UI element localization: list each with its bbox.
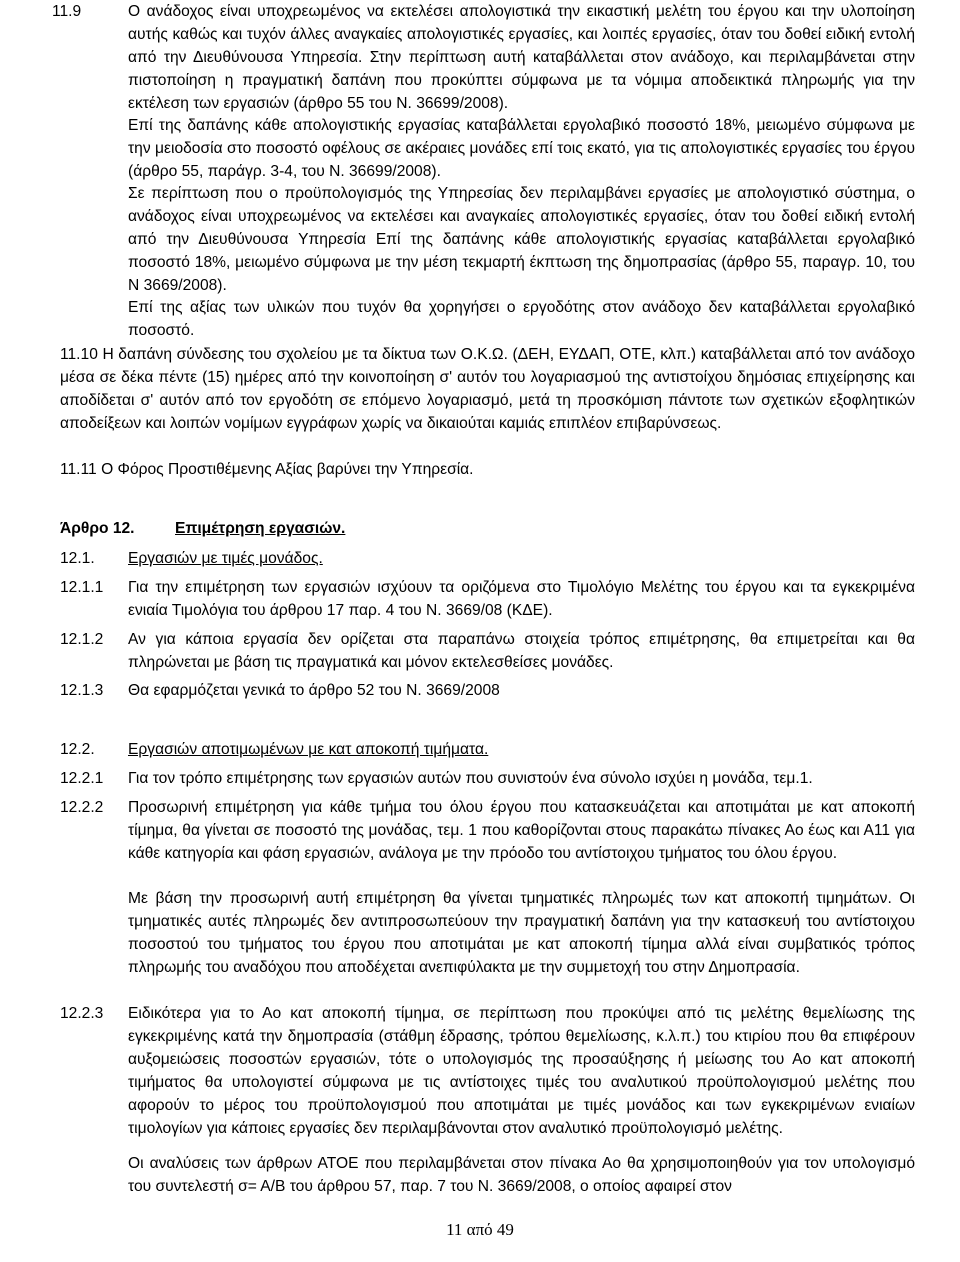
section-number: 12.1.3: [60, 682, 104, 699]
paragraph: Επί της δαπάνης κάθε απολογιστικής εργασίας καταβάλλεται εργολαβικό ποσοστό 18%, μειωμένο σύμφωνα με την μειοδοσία στο ποσοστό οφέλους σε ακέραιες μονάδες επί τοις εκατό, για τις απολογιστικές εργασίες του έργου (άρθρο 55, παράγρ. 3-4, του Ν. 36699/2008).: [128, 117, 915, 180]
paragraph: Σε περίπτωση που ο προϋπολογισμός της Υπηρεσίας δεν περιλαμβάνει εργασίες με απολογιστικό σύστημα, ο ανάδοχος είναι υποχρεωμένος να εκτελέσει και αναγκαίες απολογιστικές εργασίες, όταν του δοθεί ειδική εντολή από την Διευθύνουσα Υπηρεσία Επί της δαπάνης κάθε απολογιστικής εργασίας καταβάλλεται εργολαβικό ποσοστό 18%, μειωμένο σύμφωνα με την μέση τεκμαρτή έκπτωση της δημοπρασίας (άρθρο 55, παραγρ. 10, του Ν 3669/2008).: [128, 185, 915, 294]
section-number: 12.1.1: [60, 579, 104, 596]
page-number: 11 από 49: [446, 1220, 514, 1239]
section-number: 12.2.1: [60, 770, 104, 787]
paragraph: Για τον τρόπο επιμέτρησης των εργασιών αυτών που συνιστούν ένα σύνολο ισχύει η μονάδα, τεμ.1.: [128, 770, 813, 787]
paragraph: Με βάση την προσωρινή αυτή επιμέτρηση θα γίνεται τμηματικές πληρωμές των κατ αποκοπή τιμημάτων. Οι τμηματικές αυτές πληρωμές δεν αντιπροσωπεύουν την πραγματική δαπάνη για την κατασκευή του αντίστοιχου ποσοστού του τμήματος του έργου που αποτιμάται με κατ αποκοπή τίμημα αλλά είναι συμβατικός τρόπος πληρωμής του αναδόχου που αποδέχεται ανεπιφύλακτα με την συμμετοχή του στην Δημοπρασία.: [128, 890, 915, 976]
paragraph: Ειδικότερα για το Αο κατ αποκοπή τίμημα, σε περίπτωση που προκύψει από τις μελέτης θεμελίωσης της εγκεκριμένης κατά την δημοπρασία (στάθμη έδρασης, τρόπου θεμελίωσης, κ.λ.π.) του κτιρίου που θα επιφέρουν αυξομειώσεις ποσοστών εργασιών, τότε ο υπολογισμός της προσαύξησης ή μείωσης του Αο κατ αποκοπή τιμήματος θα υπολογιστεί σύμφωνα με τις αντίστοιχες τιμές του αναλυτικού προϋπολογισμού μελέτης που αφορούν το μέρος του προϋπολογισμού που αποτιμάται με τιμές μονάδος και των εγκεκριμένων ενιαίων τιμολογίων για κάποιες εργασίες δεν περιλαμβάνονται στον αναλυτικό προϋπολογισμό μελέτης.: [128, 1005, 915, 1137]
paragraph: Για την επιμέτρηση των εργασιών ισχύουν τα οριζόμενα στο Τιμολόγιο Μελέτης του έργου και τα εγκεκριμένα ενιαία Τιμολόγια του άρθρου 17 παρ. 4 του Ν. 3669/08 (ΚΔΕ).: [128, 579, 915, 619]
paragraph: Ο ανάδοχος είναι υποχρεωμένος να εκτελέσει απολογιστικά την εικαστική μελέτη του έργου και την υλοποίηση αυτής καθώς και τυχόν άλλες αναγκαίες απολογιστικές εργασίες, και λοιπές εργασίες, όταν του δοθεί ειδική εντολή από την Διευθύνουσα Υπηρεσία. Στην περίπτωση αυτή καταβάλλεται στον ανάδοχο, και περιλαμβάνεται στην πιστοποίηση η πραγματική δαπάνη που προκύπτει σύμφωνα με τα νόμιμα αποδεικτικά πληρωμής για την εκτέλεση των εργασιών (άρθρο 55 του Ν. 36699/2008).: [128, 3, 915, 112]
paragraph: Προσωρινή επιμέτρηση για κάθε τμήμα του όλου έργου που κατασκευάζεται και αποτιμάται με κατ αποκοπή τίμημα, θα γίνεται σε ποσοστό της μονάδας, τεμ. 1 που καθορίζονται στους παρακάτω πίνακες Αο έως και Α11 για κάθε κατηγορία και φάση εργασιών, ανάλογα με την πρόοδο του αντίστοιχου τμήματος του όλου έργου.: [128, 799, 915, 862]
paragraph: Θα εφαρμόζεται γενικά το άρθρο 52 του Ν. 3669/2008: [128, 682, 500, 699]
article-heading: [60, 517, 346, 540]
section-number: 12.2.2: [60, 799, 104, 816]
section-number: 12.1.2: [60, 631, 104, 648]
paragraph: Οι αναλύσεις των άρθρων ΑΤΟΕ που περιλαμβάνεται στον πίνακα Αο θα χρησιμοποιηθούν για τον υπολογισμό του συντελεστή σ= Α/Β του άρθρου 57, παρ. 7 του Ν. 3669/2008, ο οποίος αφαιρεί στον: [128, 1155, 915, 1195]
section-11-11: [60, 458, 915, 481]
paragraph: Ο Φόρος Προστιθέμενης Αξίας βαρύνει την Υπηρεσία.: [101, 461, 474, 478]
section-title: Εργασιών αποτιμωμένων με κατ αποκοπή τιμήματα.: [128, 741, 489, 758]
section-title: Εργασιών με τιμές μονάδος.: [128, 550, 323, 567]
section-number: 12.2.: [60, 741, 95, 758]
section-number: 12.2.3: [60, 1005, 104, 1022]
section-number: 12.1.: [60, 550, 95, 567]
article-title: Επιμέτρηση εργασιών.: [175, 520, 346, 537]
section-number: 11.11: [60, 461, 97, 478]
paragraph: Επί της αξίας των υλικών που τυχόν θα χορηγήσει ο εργοδότης στον ανάδοχο δεν καταβάλλεται εργολαβικό ποσοστό.: [128, 299, 915, 339]
paragraph: Η δαπάνη σύνδεσης του σχολείου με τα δίκτυα των Ο.Κ.Ω. (ΔΕΗ, ΕΥΔΑΠ, ΟΤΕ, κλπ.) καταβάλλεται από τον ανάδοχο μέσα σε δέκα πέντε (15) ημέρες από την κοινοποίηση σ' αυτόν του λογαριασμού της αντιστοίχου δημόσιας επιχείρησης και αποδίδεται σ' αυτόν από τον εργοδότη σε επόμενο λογαριασμό, μετά τη προσκόμιση πάντοτε των σχετικών εξοφλητικών αποδείξεων και λοιπών νομίμων εγγράφων χωρίς να δικαιούται καμιάς επιπλέον επιβαρύνσεως.: [60, 346, 915, 432]
paragraph: Αν για κάποια εργασία δεν ορίζεται στα παραπάνω στοιχεία τρόπος επιμέτρησης, θα επιμετρείται και θα πληρώνεται με βάση τις πραγματικά και μόνον εκτελεσθείσες μονάδες.: [128, 631, 915, 671]
section-number: 11.10: [60, 346, 98, 363]
article-label: Άρθρο 12.: [60, 520, 135, 537]
section-number: 11.9: [52, 3, 82, 20]
